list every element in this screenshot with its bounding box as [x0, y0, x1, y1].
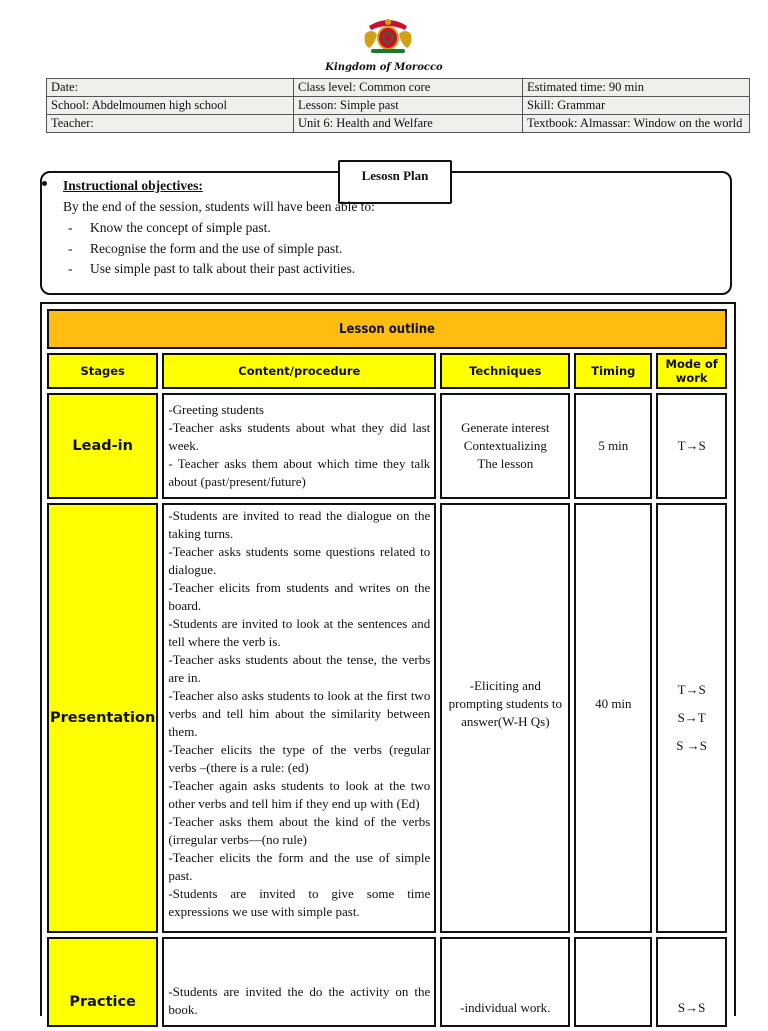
info-cell: Class level: Common core	[294, 79, 523, 97]
mode-cell: T→S	[656, 393, 727, 499]
techniques-cell: Generate interest Contextualizing The lesson	[440, 393, 570, 499]
bullet-icon	[42, 181, 47, 186]
lesson-info-table	[46, 78, 750, 133]
content-cell: -Students are invited the do the activity on the book.	[162, 937, 436, 1027]
info-cell: Teacher:	[47, 115, 294, 133]
column-header: Stages	[47, 353, 158, 389]
techniques-cell: -Eliciting and prompting students to answer(W-H Qs)	[440, 503, 570, 933]
info-row	[47, 79, 750, 97]
objectives-intro: By the end of the session, students will have been able to:	[63, 199, 375, 214]
mode-cell: S→S	[656, 937, 727, 1027]
objectives-heading: Instructional objectives:	[63, 178, 203, 193]
info-cell: School: Abdelmoumen high school	[47, 97, 294, 115]
mode-cell: T→S S→T S →S	[656, 503, 727, 933]
info-row	[47, 115, 750, 133]
techniques-cell: -individual work.	[440, 937, 570, 1027]
info-cell: Estimated time: 90 min	[523, 79, 750, 97]
info-cell: Lesson: Simple past	[294, 97, 523, 115]
lesson-outline-table	[43, 305, 731, 1031]
column-header: Mode of work	[656, 353, 727, 389]
info-row	[47, 97, 750, 115]
table-row	[47, 393, 727, 499]
timing-cell	[574, 937, 652, 1027]
kingdom-heading: Kingdom of Morocco	[325, 62, 443, 73]
objectives-list	[68, 219, 355, 281]
objective-item: - Recognise the form and the use of simple past.	[68, 240, 343, 256]
lesson-plan-label: Lesosn Plan	[338, 160, 452, 204]
info-cell: Skill: Grammar	[523, 97, 750, 115]
moroccan-coat-of-arms-icon	[359, 16, 417, 56]
table-row	[47, 937, 727, 1027]
outline-header-row	[47, 353, 727, 389]
column-header: Timing	[574, 353, 652, 389]
content-cell: -Students are invited to read the dialogue on the taking turns. -Teacher asks students some questions related to dialogue. -Teacher elicits from students and writes on the board. -Students are invited to look at the sentences and tell where the verb is. -Teacher asks students about the tense, the verbs are in. -Teacher also asks students to look at the first two verbs and tell him about the similarity between them. -Teacher elicits the type of the verbs (regular verbs –(there is a rule: (ed) -Teacher again asks students to look at the two other verbs and tell him if they end up with (Ed) -Teacher asks them about the kind of the verbs (irregular verbs—(no rule) -Teacher elicits the form and the use of simple past. -Students are invited to give some time expressions we use with simple past.	[162, 503, 436, 933]
column-header: Techniques	[440, 353, 570, 389]
stage-cell: Lead-in	[47, 393, 158, 499]
objective-item: - Know the concept of simple past.	[68, 220, 271, 235]
info-cell: Textbook: Almassar: Window on the world	[523, 115, 750, 133]
stage-cell: Presentation	[47, 503, 158, 933]
timing-cell: 5 min	[574, 393, 652, 499]
info-cell: Unit 6: Health and Welfare	[294, 115, 523, 133]
outline-title: Lesson outline	[47, 309, 727, 349]
timing-cell: 40 min	[574, 503, 652, 933]
table-row	[47, 503, 727, 933]
stage-cell: Practice	[47, 937, 158, 1027]
objective-item: - Use simple past to talk about their past activities.	[68, 261, 356, 276]
column-header: Content/procedure	[162, 353, 436, 389]
content-cell: -Greeting students -Teacher asks students about what they did last week. - Teacher asks them about which time they talk about (past/present/future)	[162, 393, 436, 499]
info-cell: Date:	[47, 79, 294, 97]
